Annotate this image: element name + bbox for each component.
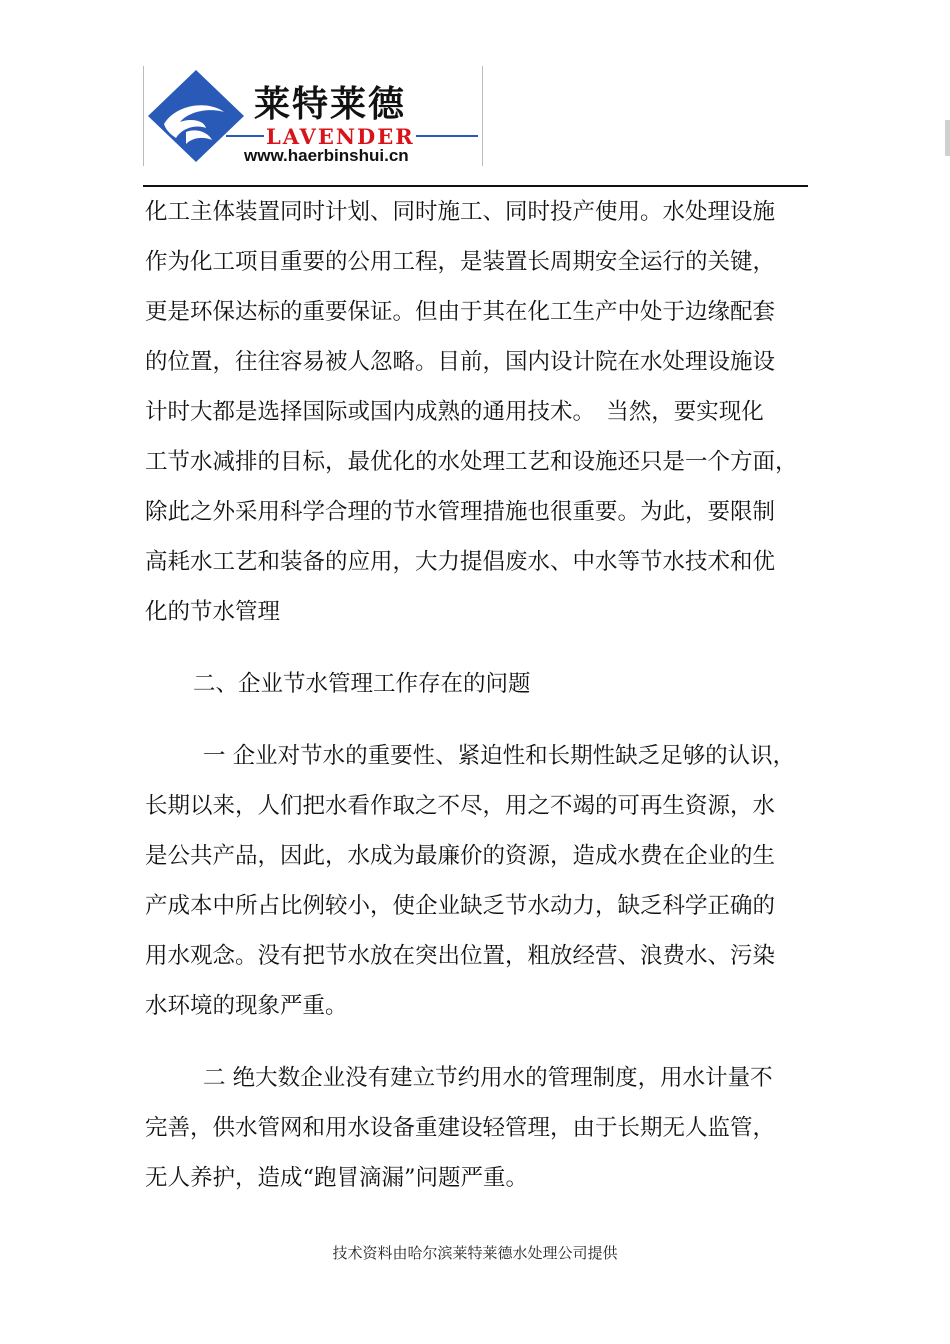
text-line: 用水观念。没有把节水放在突出位置，粗放经营、浪费水、污染 (145, 943, 776, 969)
logo-divider-left (226, 135, 264, 137)
text-line: 化的节水管理 (145, 599, 281, 625)
text-line: 的位置，往往容易被人忽略。目前，国内设计院在水处理设施设 (145, 349, 776, 375)
paragraph-item-one (145, 731, 810, 1031)
text-line: 计时大都是选择国际或国内成熟的通用技术。 当然，要实现化 (145, 399, 764, 425)
logo-chinese-name: 莱特莱德 (254, 84, 407, 125)
logo-website: www.haerbinshui.cn (244, 146, 409, 165)
text-line: 二 绝大数企业没有建立节约用水的管理制度，用水计量不 (203, 1065, 773, 1091)
text-line: 水环境的现象严重。 (145, 993, 348, 1019)
logo-divider-right (416, 135, 478, 137)
text-line: 无人养护，造成“跑冒滴漏”问题严重。 (145, 1165, 529, 1191)
text-line: 产成本中所占比例较小，使企业缺乏节水动力，缺乏科学正确的 (145, 893, 776, 919)
section-heading: 二、企业节水管理工作存在的问题 (193, 671, 531, 697)
text-line: 是公共产品，因此，水成为最廉价的资源，造成水费在企业的生 (145, 843, 776, 869)
document-body (145, 187, 810, 1203)
page-edge-mark (945, 120, 950, 156)
text-line: 更是环保达标的重要保证。但由于其在化工生产中处于边缘配套 (145, 299, 776, 325)
paragraph-intro (145, 187, 810, 637)
page-header (143, 66, 483, 166)
text-line: 长期以来，人们把水看作取之不尽，用之不竭的可再生资源，水 (145, 793, 776, 819)
text-line: 完善，供水管网和用水设备重建设轻管理，由于长期无人监管， (145, 1115, 776, 1141)
text-line: 除此之外采用科学合理的节水管理措施也很重要。为此，要限制 (145, 499, 776, 525)
logo-english-name: LAVENDER (266, 124, 415, 149)
text-line: 化工主体装置同时计划、同时施工、同时投产使用。水处理设施 (145, 199, 776, 225)
text-line: 高耗水工艺和装备的应用，大力提倡废水、中水等节水技术和优 (145, 549, 776, 575)
page-footer: 技术资料由哈尔滨莱特莱德水处理公司提供 (332, 1244, 618, 1262)
lavender-logo-icon (146, 68, 246, 164)
text-line: 作为化工项目重要的公用工程，是装置长周期安全运行的关键， (145, 249, 776, 275)
text-line: 工节水减排的目标，最优化的水处理工艺和设施还只是一个方面， (145, 449, 798, 475)
text-line: 一 企业对节水的重要性、紧迫性和长期性缺乏足够的认识， (203, 743, 796, 769)
paragraph-item-two (145, 1053, 810, 1203)
